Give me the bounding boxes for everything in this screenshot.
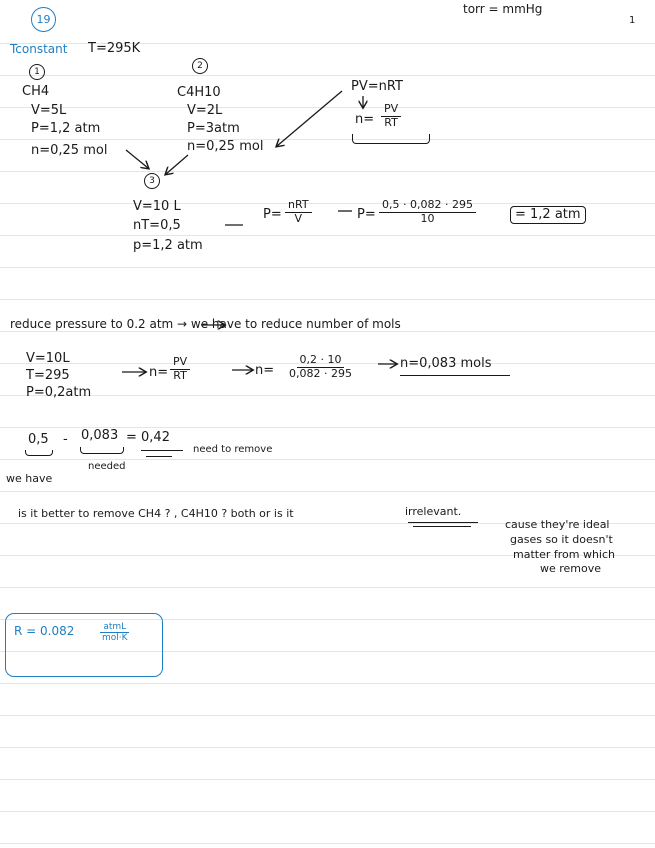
gas2-formula: C4H10	[177, 85, 221, 100]
ideal-gas-n-denominator: RT	[384, 115, 398, 129]
reduce-n-numerator: PV	[170, 356, 190, 370]
mixture-eq-lhs: P=	[263, 207, 282, 222]
reduce-n-denominator: RT	[173, 368, 187, 382]
page-number: 1	[629, 15, 636, 26]
gas-constant-units-denominator: mol·K	[102, 633, 128, 644]
reduce-temperature: T=295	[26, 368, 70, 383]
answer-line-2: gases so it doesn't	[510, 533, 613, 546]
mixture-volume: V=10 L	[133, 199, 181, 214]
answer-line-3: matter from which	[513, 548, 616, 561]
removal-total: 0,5	[28, 432, 49, 447]
ideal-gas-law: PV=nRT	[351, 79, 403, 94]
gas1-pressure: P=1,2 atm	[31, 121, 101, 136]
reduce-calc-lhs: n=	[255, 363, 275, 378]
reduce-calc-denominator: 0,082 · 295	[289, 366, 352, 380]
gas1-formula: CH4	[22, 84, 50, 99]
reduce-volume: V=10L	[26, 351, 70, 366]
removal-minus: -	[63, 432, 68, 447]
ideal-gas-n-lhs: n=	[355, 112, 375, 127]
removal-annotation: need to remove	[193, 444, 273, 455]
gas-constant-text: R = 0.082	[14, 624, 75, 638]
reduce-result: n=0,083 mols	[400, 356, 492, 371]
removal-needed: 0,083	[81, 428, 119, 443]
reduce-pressure: P=0,2atm	[26, 385, 92, 400]
problem-number: 19	[36, 13, 51, 26]
mixture-result: = 1,2 atm	[510, 206, 586, 224]
unit-note: torr = mmHg	[463, 2, 543, 16]
mixture-marker: 3	[144, 173, 160, 189]
gas2-volume: V=2L	[187, 103, 223, 118]
arrow-gas2-to-mixture	[166, 155, 188, 174]
question-text: is it better to remove CH4 ? , C4H10 ? both or is it	[18, 507, 294, 520]
mixture-eq-numerator: nRT	[285, 199, 312, 213]
mixture-calc-denominator: 10	[420, 211, 435, 225]
temperature-condition: T=295K	[88, 41, 141, 56]
condition-label: Tconstant	[10, 42, 68, 56]
reduce-calc-numerator: 0,2 · 10	[297, 354, 345, 368]
gas1-volume: V=5L	[31, 103, 67, 118]
gas1-marker: 1	[29, 64, 45, 80]
answer-line-1: cause they're ideal	[505, 518, 610, 531]
mixture-moles: nT=0,5	[133, 218, 181, 233]
gas2-moles: n=0,25 mol	[187, 139, 264, 154]
ideal-gas-n-numerator: PV	[381, 103, 401, 117]
arrow-gas1-to-mixture	[126, 150, 148, 168]
removal-we-have: we have	[6, 472, 53, 485]
removal-needed-label: needed	[88, 461, 126, 472]
answer-line-4: we remove	[540, 562, 602, 575]
question-highlight: irrelevant.	[405, 505, 462, 518]
mixture-calc-lhs: P=	[357, 207, 376, 222]
mixture-pressure: p=1,2 atm	[133, 238, 203, 253]
gas1-moles: n=0,25 mol	[31, 143, 108, 158]
mixture-eq-denominator: V	[294, 211, 303, 225]
arrow-law-to-gas2	[277, 91, 342, 146]
gas2-marker: 2	[192, 58, 208, 74]
reduce-n-lhs: n=	[149, 365, 169, 380]
gas-constant-units-numerator: atmL	[100, 622, 129, 633]
removal-result: = 0,42	[126, 430, 170, 445]
mixture-calc-numerator: 0,5 · 0,082 · 295	[379, 199, 476, 213]
reduce-statement: reduce pressure to 0.2 atm → we have to reduce number of mols	[10, 317, 401, 331]
gas2-pressure: P=3atm	[187, 121, 240, 136]
